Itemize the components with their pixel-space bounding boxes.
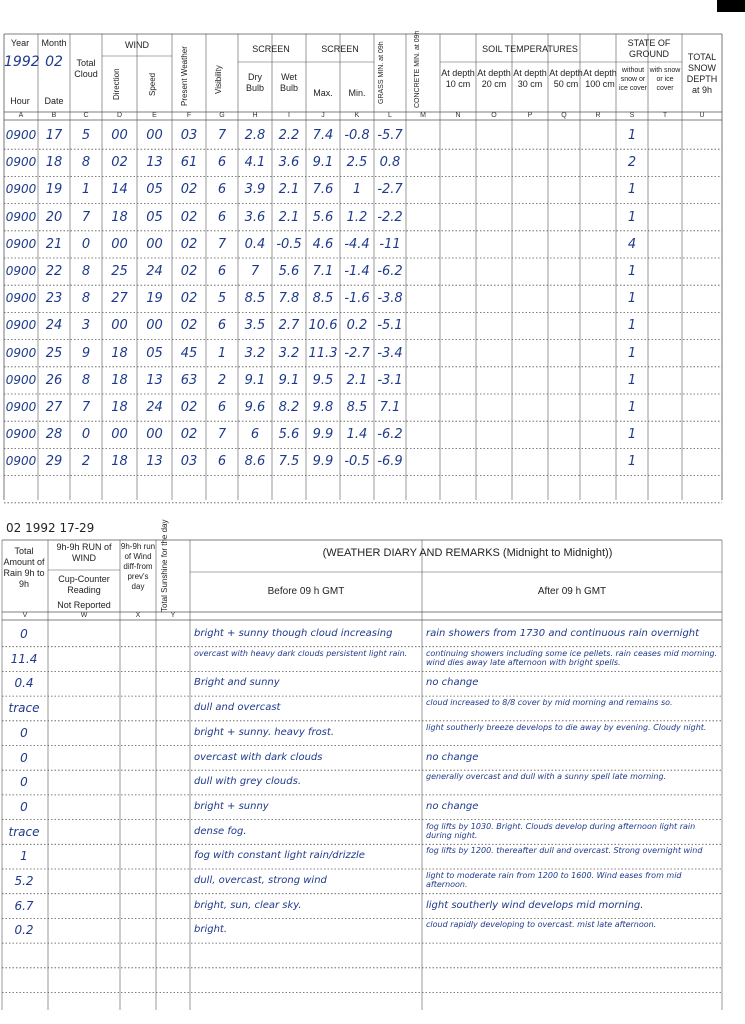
- cell-dry: 3.2: [244, 345, 266, 361]
- column-letter: D: [116, 112, 123, 119]
- cell-before-9h: dense fog.: [194, 825, 247, 837]
- cell-after-9h: light to moderate rain from 1200 to 1600. Wind eases from mid afternoon.: [426, 871, 682, 889]
- cell-cloud: 8: [81, 264, 91, 279]
- cell-rain: trace: [8, 701, 40, 716]
- cell-dir: 00: [111, 236, 128, 252]
- cell-pw: 02: [180, 182, 198, 198]
- column-letter: P: [527, 112, 533, 119]
- cell-vis: 6: [217, 155, 227, 171]
- cell-spd: 05: [146, 209, 163, 225]
- cell-state: 1: [627, 264, 637, 279]
- cell-min: 1: [352, 182, 362, 198]
- cell-cloud: 3: [81, 318, 91, 334]
- cell-pw: 02: [180, 427, 198, 443]
- cell-vis: 6: [217, 400, 227, 415]
- cell-after-9h: rain showers from 1730 and continuous rain overnight: [426, 628, 700, 639]
- cell-max: 9.8: [312, 400, 334, 415]
- cell-date: 29: [45, 454, 63, 470]
- cell-after-9h: no change: [426, 751, 479, 763]
- cell-date: 23: [45, 291, 63, 307]
- cell-spd: 00: [146, 236, 163, 252]
- cell-spd: 00: [146, 318, 163, 334]
- cell-before-9h: overcast with dark clouds: [194, 751, 323, 763]
- before-header: Before 09 h GMT: [267, 586, 345, 597]
- cell-date: 27: [45, 400, 63, 415]
- cell-hour: 0900: [5, 318, 37, 333]
- cell-vis: 6: [217, 182, 227, 198]
- cell-pw: 03: [180, 128, 198, 143]
- cell-after-9h: cloud rapidly developing to overcast. mist late afternoon.: [426, 920, 657, 930]
- column-letter: W: [80, 612, 88, 619]
- cell-date: 24: [45, 318, 63, 334]
- run-diff-header: 9h-9h run of Wind diff-from prev's day: [120, 542, 156, 591]
- cell-dry: 8.5: [244, 291, 266, 307]
- cell-dir: 27: [111, 291, 128, 307]
- cell-wet: 2.1: [278, 209, 300, 225]
- cell-dir: 18: [111, 372, 128, 388]
- cell-state: 1: [627, 128, 637, 143]
- cell-cloud: 7: [81, 400, 91, 415]
- cell-spd: 13: [146, 155, 163, 171]
- cell-state: 2: [627, 155, 637, 171]
- cell-pw: 02: [180, 318, 198, 334]
- cell-wet: 8.2: [278, 400, 300, 415]
- cell-dry: 3.5: [244, 318, 266, 334]
- cell-before-9h: bright, sun, clear sky.: [194, 899, 302, 911]
- cell-cloud: 5: [81, 128, 91, 143]
- cell-date: 20: [45, 209, 63, 225]
- column-letter: G: [219, 112, 225, 119]
- cell-hour: 0900: [5, 427, 37, 442]
- run-of-wind-header: 9h-9h RUN of WIND: [56, 542, 112, 563]
- cell-grass: -6.2: [377, 264, 403, 279]
- cell-dir: 00: [111, 128, 128, 143]
- cell-grass: -5.7: [377, 128, 403, 143]
- cell-dir: 18: [111, 454, 128, 470]
- cell-cloud: 0: [81, 236, 91, 252]
- cell-vis: 2: [217, 372, 227, 388]
- cell-dry: 9.1: [244, 372, 266, 388]
- date-header: Date: [44, 96, 64, 106]
- cell-rain: 0: [20, 775, 28, 790]
- depth-20-header: At depth 20 cm: [477, 68, 511, 89]
- cell-vis: 5: [217, 291, 227, 307]
- cell-wet: 2.2: [278, 128, 300, 143]
- cell-state: 4: [627, 236, 637, 252]
- column-letter: M: [420, 112, 426, 119]
- cell-vis: 6: [217, 318, 227, 334]
- diary-title: (WEATHER DIARY AND REMARKS (Midnight to Midnight)): [322, 547, 613, 559]
- cell-dry: 2.8: [244, 128, 266, 143]
- cell-date: 21: [45, 236, 63, 252]
- depth-50-header: At depth 50 cm: [549, 68, 583, 89]
- cell-vis: 7: [217, 128, 227, 143]
- cell-before-9h: bright + sunny: [194, 800, 269, 812]
- column-letter: J: [321, 112, 325, 119]
- cell-state: 1: [627, 318, 637, 334]
- cell-wet: 3.6: [278, 155, 300, 171]
- cell-max: 11.3: [308, 345, 338, 361]
- cell-hour: 0900: [5, 236, 37, 251]
- cell-min: 1.2: [346, 209, 368, 225]
- cell-grass: -3.1: [377, 372, 403, 388]
- cell-cloud: 1: [81, 182, 91, 198]
- cell-min: -2.7: [344, 345, 370, 361]
- cell-max: 9.9: [312, 427, 334, 443]
- cell-after-9h: fog lifts by 1030. Bright. Clouds develop during afternoon light rain during night.: [426, 821, 696, 840]
- cell-max: 9.9: [312, 454, 334, 470]
- total-rain-header: Total Amount of Rain 9h to 9h: [3, 546, 45, 589]
- cell-hour: 0900: [5, 291, 37, 306]
- cell-hour: 0900: [5, 345, 37, 360]
- cell-spd: 00: [146, 128, 163, 143]
- cell-dry: 6: [250, 427, 260, 443]
- cell-cloud: 9: [81, 345, 91, 361]
- cell-spd: 05: [146, 182, 163, 198]
- depth-30-header: At depth 30 cm: [513, 68, 547, 89]
- cell-dir: 18: [111, 400, 128, 415]
- column-letter: T: [662, 112, 668, 119]
- cell-min: -0.5: [344, 454, 370, 470]
- total-snow-header: TOTAL SNOW DEPTH at 9h: [686, 52, 718, 95]
- dry-bulb-header: Dry Bulb: [245, 72, 264, 93]
- column-letter: K: [354, 112, 360, 119]
- column-letter: V: [22, 612, 28, 619]
- column-letter: E: [152, 112, 157, 119]
- cell-dir: 18: [111, 209, 128, 225]
- cell-dry: 3.6: [244, 209, 266, 225]
- cell-cloud: 8: [81, 291, 91, 307]
- cell-spd: 05: [146, 345, 163, 361]
- cell-hour: 0900: [5, 155, 37, 170]
- cell-dir: 25: [111, 264, 128, 279]
- total-cloud-header: Total Cloud: [74, 58, 98, 79]
- cell-state: 1: [627, 182, 637, 198]
- cell-after-9h: no change: [426, 800, 479, 812]
- cell-cloud: 7: [81, 209, 91, 225]
- column-letter: A: [18, 112, 24, 119]
- present-weather-header: Present Weather: [180, 46, 189, 106]
- month-value: 02: [45, 54, 63, 70]
- cell-before-9h: bright + sunny. heavy frost.: [194, 726, 334, 738]
- cell-max: 7.1: [312, 264, 334, 279]
- cell-grass: -6.9: [377, 454, 403, 470]
- cell-dir: 02: [111, 155, 128, 171]
- cell-cloud: 8: [81, 155, 91, 171]
- cell-grass: 0.8: [379, 155, 401, 171]
- cell-rain: 11.4: [10, 651, 38, 666]
- cell-dry: 3.9: [244, 182, 266, 198]
- cell-min: 0.2: [346, 318, 368, 334]
- cell-min: -1.4: [344, 264, 370, 279]
- cell-after-9h: fog lifts by 1200. thereafter dull and overcast. Strong overnight wind: [426, 846, 703, 856]
- cell-state: 1: [627, 345, 637, 361]
- cell-date: 25: [45, 345, 63, 361]
- depth-100-header: At depth 100 cm: [583, 68, 617, 89]
- cell-min: 2.1: [346, 372, 368, 388]
- cell-pw: 02: [180, 236, 198, 252]
- cell-after-9h: light southerly breeze develops to die away by evening. Cloudy night.: [426, 722, 707, 732]
- cell-vis: 6: [217, 454, 227, 470]
- cell-spd: 13: [146, 454, 163, 470]
- cell-before-9h: dull and overcast: [194, 702, 281, 714]
- cell-dry: 0.4: [244, 236, 266, 252]
- cell-after-9h: continuing showers including some ice pellets. rain ceases mid morning. wind dies away late afternoon with bright spells.: [426, 648, 718, 667]
- cell-hour: 0900: [5, 454, 37, 469]
- cell-state: 1: [627, 400, 637, 415]
- cell-spd: 19: [146, 291, 163, 307]
- cell-grass: -3.4: [377, 345, 403, 361]
- cell-grass: -5.1: [377, 318, 403, 334]
- cell-pw: 61: [180, 155, 198, 171]
- cell-cloud: 0: [81, 427, 91, 443]
- with-snow-header: with snow or ice cover: [649, 67, 681, 92]
- cell-spd: 13: [146, 372, 163, 388]
- cell-wet: -0.5: [276, 236, 302, 252]
- wet-bulb-header: Wet Bulb: [279, 72, 298, 93]
- max-header: Max.: [313, 88, 333, 98]
- cell-hour: 0900: [5, 128, 37, 142]
- cell-grass: -3.8: [377, 291, 403, 307]
- min-header: Min.: [348, 88, 366, 98]
- cell-min: 1.4: [346, 427, 368, 443]
- cell-max: 5.6: [312, 209, 334, 225]
- column-letter: S: [629, 112, 635, 119]
- cell-date: 19: [45, 182, 63, 198]
- cell-before-9h: bright.: [194, 924, 228, 936]
- cell-pw: 02: [180, 209, 198, 225]
- cell-min: -0.8: [344, 128, 370, 143]
- cell-cloud: 8: [81, 372, 91, 388]
- cell-rain: 0: [20, 799, 28, 814]
- column-letter: O: [491, 112, 497, 119]
- cell-max: 9.5: [312, 372, 334, 388]
- cell-grass: -2.7: [377, 182, 403, 198]
- cell-spd: 00: [146, 427, 163, 443]
- cell-wet: 7.8: [278, 291, 300, 307]
- column-letter: C: [83, 112, 89, 119]
- cell-wet: 9.1: [278, 372, 300, 388]
- column-letter: F: [186, 112, 192, 119]
- cell-hour: 0900: [5, 209, 37, 224]
- cell-state: 1: [627, 372, 637, 388]
- cell-dry: 9.6: [244, 400, 266, 415]
- cell-rain: 1: [20, 849, 28, 864]
- cell-date: 17: [45, 128, 63, 143]
- speed-header: Speed: [148, 72, 157, 96]
- cell-hour: 0900: [5, 372, 37, 387]
- cell-dry: 7: [250, 264, 260, 279]
- screen-header-2: SCREEN: [321, 44, 359, 54]
- cell-dir: 00: [111, 427, 128, 443]
- cell-before-9h: dull, overcast, strong wind: [194, 875, 327, 886]
- cell-grass: -6.2: [377, 427, 403, 443]
- cell-date: 26: [45, 372, 63, 388]
- cell-dir: 00: [111, 318, 128, 334]
- cell-spd: 24: [146, 400, 163, 415]
- cell-pw: 02: [180, 400, 198, 415]
- cell-min: -1.6: [344, 291, 370, 307]
- cell-after-9h: cloud increased to 8/8 cover by mid morning and remains so.: [426, 698, 673, 708]
- cell-grass: 7.1: [379, 400, 401, 415]
- cell-pw: 02: [180, 264, 198, 279]
- column-letter: U: [699, 112, 705, 119]
- cell-date: 18: [45, 155, 63, 171]
- cell-pw: 03: [180, 454, 198, 470]
- cell-max: 7.6: [312, 182, 334, 198]
- cell-pw: 02: [180, 291, 198, 307]
- cell-dir: 18: [111, 345, 128, 361]
- year-header: Year: [10, 38, 30, 48]
- sunshine-header: Total Sunshine for the day: [160, 519, 169, 612]
- direction-header: Direction: [112, 68, 121, 100]
- column-letter: B: [51, 112, 57, 119]
- cell-min: 2.5: [346, 155, 368, 171]
- cell-state: 1: [627, 427, 637, 443]
- hour-header: Hour: [10, 96, 30, 106]
- cell-date: 28: [45, 427, 63, 443]
- cell-after-9h: generally overcast and dull with a sunny spell late morning.: [426, 772, 667, 782]
- after-header: After 09 h GMT: [537, 586, 607, 597]
- cell-state: 1: [627, 291, 637, 307]
- cell-rain: 6.7: [14, 898, 34, 913]
- cell-vis: 6: [217, 264, 227, 279]
- cell-after-9h: no change: [426, 677, 479, 689]
- cell-vis: 1: [217, 345, 227, 361]
- cell-wet: 5.6: [278, 427, 300, 443]
- column-letter: N: [455, 112, 461, 119]
- column-letter: L: [388, 112, 392, 119]
- cell-wet: 5.6: [278, 264, 300, 279]
- screen-header-1: SCREEN: [252, 44, 290, 54]
- cell-vis: 7: [217, 236, 227, 252]
- cell-min: 8.5: [346, 400, 368, 415]
- cell-before-9h: overcast with heavy dark clouds persistent light rain.: [194, 648, 408, 658]
- cell-rain: 0.2: [14, 923, 34, 938]
- cell-wet: 2.7: [278, 318, 300, 334]
- cell-state: 1: [627, 209, 637, 225]
- cell-rain: trace: [8, 824, 40, 839]
- cell-wet: 7.5: [278, 454, 300, 470]
- section-label: 02 1992 17-29: [6, 521, 95, 535]
- cell-rain: 0: [20, 750, 28, 765]
- cell-wet: 3.2: [278, 345, 300, 361]
- cell-hour: 0900: [5, 182, 37, 197]
- soil-temps-header: SOIL TEMPERATURES: [482, 44, 578, 54]
- cell-before-9h: fog with constant light rain/drizzle: [194, 850, 365, 862]
- month-header: Month: [41, 38, 67, 48]
- cell-before-9h: bright + sunny though cloud increasing: [194, 628, 393, 639]
- cell-hour: 0900: [5, 264, 37, 278]
- cell-state: 1: [627, 454, 637, 470]
- cell-max: 8.5: [312, 291, 334, 307]
- column-letter: H: [252, 112, 258, 119]
- cell-rain: 0: [20, 725, 28, 740]
- cell-before-9h: Bright and sunny: [194, 677, 280, 689]
- cell-rain: 0.4: [14, 676, 34, 691]
- grass-min-header: GRASS MIN. at 09h: [378, 41, 385, 105]
- cell-rain: 5.2: [14, 874, 34, 888]
- cell-dir: 14: [111, 182, 128, 198]
- cell-max: 7.4: [312, 128, 334, 143]
- not-reported-header: Not Reported: [57, 600, 111, 610]
- cell-after-9h: light southerly wind develops mid morning.: [426, 899, 644, 911]
- cell-dry: 8.6: [244, 454, 266, 470]
- year-value: 1992: [4, 54, 40, 70]
- state-ground-header: STATE OF GROUND: [627, 38, 671, 59]
- cell-min: -4.4: [344, 236, 370, 252]
- cell-grass: -11: [379, 236, 401, 252]
- column-letter: I: [288, 112, 290, 119]
- visibility-header: Visibility: [214, 65, 223, 95]
- column-letter: Q: [561, 112, 567, 119]
- cell-grass: -2.2: [377, 209, 403, 225]
- column-letter: X: [135, 612, 141, 619]
- cell-date: 22: [45, 264, 63, 279]
- cell-pw: 63: [180, 372, 198, 388]
- cell-dry: 4.1: [244, 155, 266, 171]
- cell-spd: 24: [146, 264, 163, 279]
- concrete-min-header: CONCRETE MIN. at 09h: [414, 30, 421, 108]
- without-snow-header: without snow or ice cover: [618, 67, 647, 92]
- cell-wet: 2.1: [278, 182, 300, 198]
- cell-max: 10.6: [308, 318, 338, 334]
- wind-header: WIND: [125, 40, 149, 50]
- cell-max: 4.6: [312, 236, 334, 252]
- cell-max: 9.1: [312, 155, 334, 171]
- column-letter: Y: [170, 612, 176, 619]
- cell-vis: 6: [217, 209, 227, 225]
- column-letter: R: [595, 112, 601, 119]
- cell-pw: 45: [180, 345, 198, 361]
- cell-vis: 7: [217, 427, 227, 443]
- cup-counter-header: Cup-Counter Reading: [58, 574, 110, 595]
- cell-rain: 0: [20, 627, 28, 641]
- cell-hour: 0900: [5, 400, 37, 414]
- cell-before-9h: dull with grey clouds.: [194, 776, 301, 788]
- cell-cloud: 2: [81, 454, 91, 470]
- depth-10-header: At depth 10 cm: [441, 68, 475, 89]
